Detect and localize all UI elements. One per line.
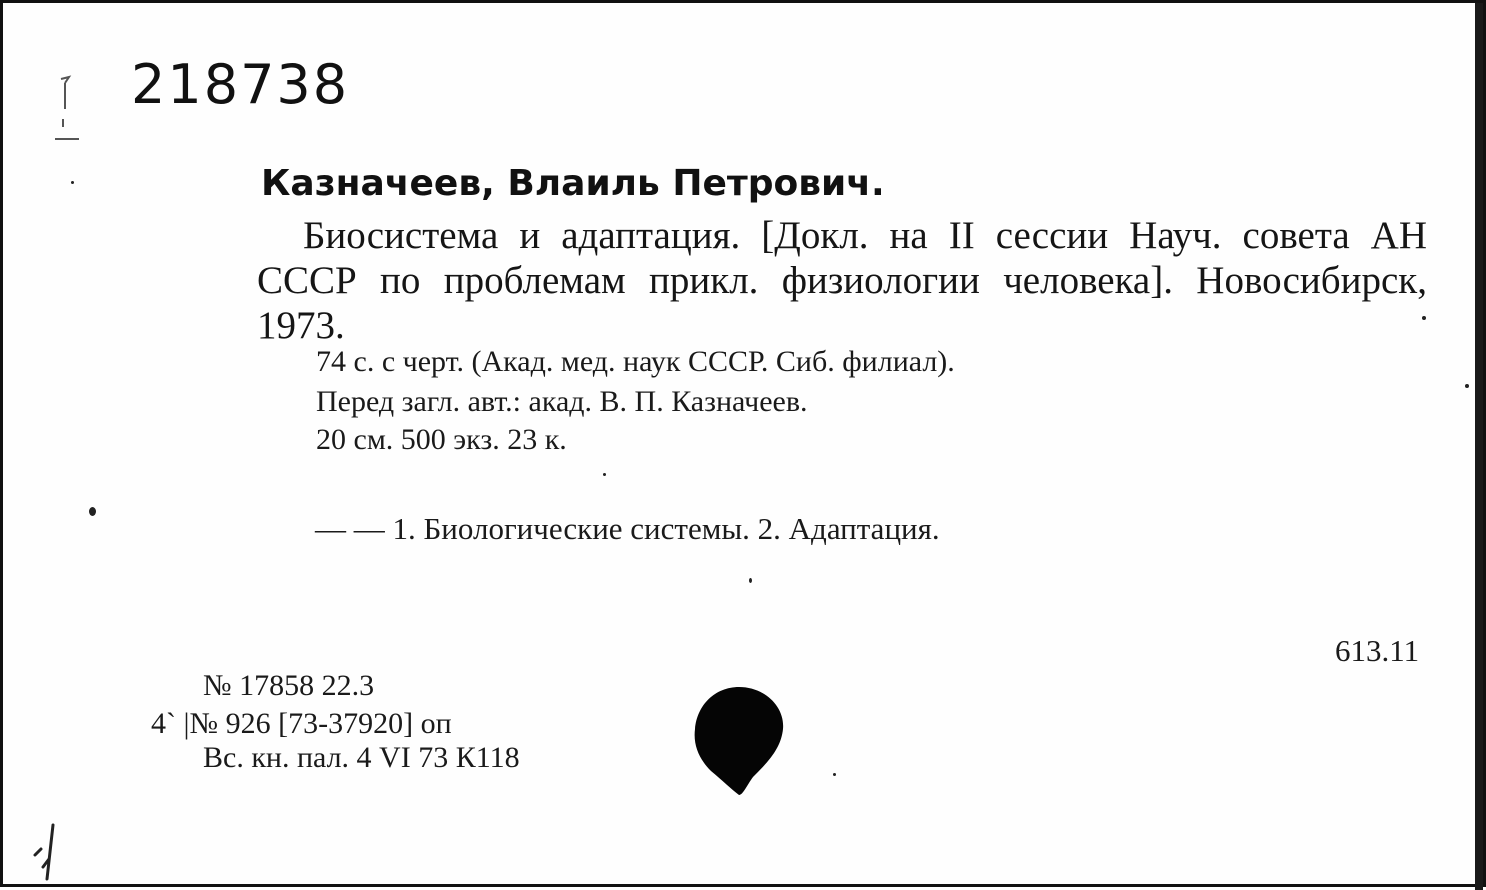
hole-punch-mark-icon <box>51 69 91 149</box>
speck <box>1465 384 1469 388</box>
speck <box>749 578 752 583</box>
ink-blot-icon <box>693 685 785 797</box>
author-note: Перед загл. авт.: акад. В. П. Казначеев. <box>316 385 808 418</box>
subject-headings: — — 1. Биологические системы. 2. Адаптация. <box>315 511 940 546</box>
card-number-line: № 17858 22.3 <box>203 669 375 702</box>
inventory-number: 218738 <box>131 53 350 116</box>
card-edge <box>1475 3 1483 890</box>
author-heading: Казначеев, Влаиль Петрович. <box>261 163 885 204</box>
speck <box>71 181 74 184</box>
handwritten-mark-icon <box>27 819 67 889</box>
physical-description: 74 с. с черт. (Акад. мед. наук СССР. Сиб. филиал). <box>316 345 955 378</box>
speck <box>1422 316 1426 320</box>
title-statement: Биосистема и адаптация. [Докл. на II сессии Науч. совета АН СССР по проблемам прикл. физиологии человека]. Новосибирск, 1973. <box>257 214 1427 347</box>
classification-number: 613.11 <box>1335 633 1420 668</box>
order-number-line: 4` |№ 926 [73-37920] оп <box>151 707 452 740</box>
speck <box>603 473 606 476</box>
speck <box>89 507 96 516</box>
speck <box>833 773 836 776</box>
size-and-price: 20 см. 500 экз. 23 к. <box>316 423 567 456</box>
chamber-line: Вс. кн. пал. 4 VI 73 К118 <box>203 741 520 774</box>
